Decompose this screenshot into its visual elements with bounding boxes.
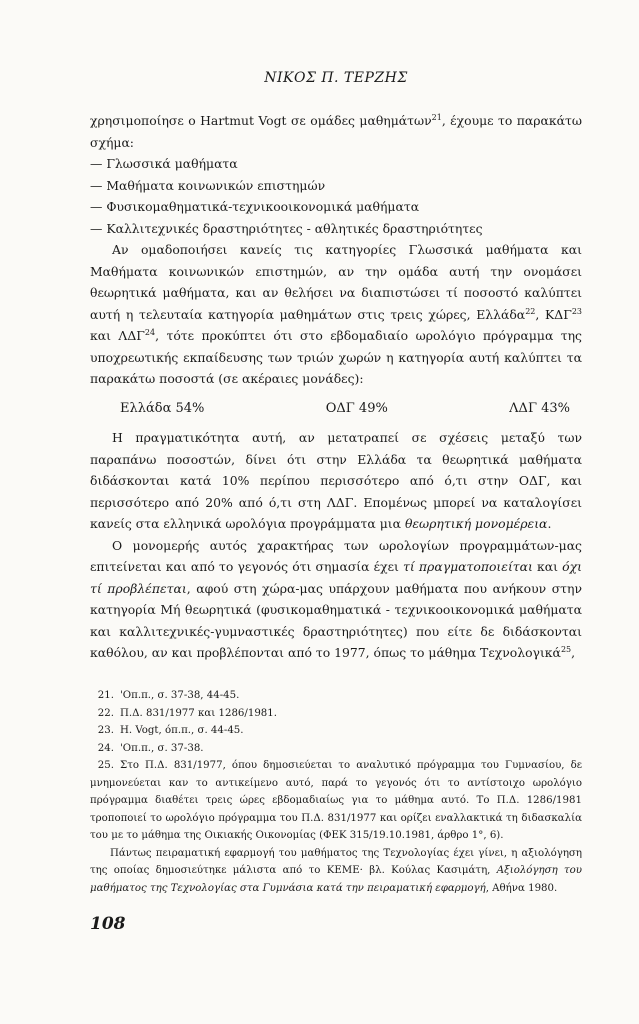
footnote-ref[interactable]: 22 xyxy=(525,306,536,316)
text-span: Πάντως πειραματική εφαρμογή του μαθήματος της Τεχνολογίας έχει γίνει, η αξιολόγηση της οποίας δημοσιεύτηκε μάλιστα από το ΚΕΜΕ· βλ. Κούλας Κασιμάτη, xyxy=(90,847,582,876)
footnote xyxy=(90,757,582,845)
footnote-text: 'Οπ.π., σ. 37-38, 44-45. xyxy=(120,690,240,701)
list-item: — Φυσικομαθηματικά-τεχνικοοικονομικά μαθήματα xyxy=(90,199,420,214)
text-span: Η πραγματικότητα αυτή, αν μετατραπεί σε σχέσεις μεταξύ των παραπάνω ποσοστών, δίνει ότι στην Ελλάδα τα θεωρητικά μαθήματα διδάσκονται κατά 10% περίπου περισσότερο από ό,τι στην ΟΔΓ, και περισσότερο από 20% από ό,τι στη ΛΔΓ. Επομένως μπορεί να καταλογίσει κανείς στα ελληνικά ωρολόγια προγράμματα μια xyxy=(90,430,582,531)
text-span: και xyxy=(532,559,563,574)
text-span: , τότε προκύπτει ότι στο εβδομαδιαίο ωρολόγιο πρόγραμμα της υποχρεωτικής εκπαίδευσης των τριών χωρών η κατηγορία αυτή καλύπτει τα παρακάτω ποσοστά (σε ακέραιες μονάδες): xyxy=(90,328,582,386)
footnote-number: 25. xyxy=(97,760,114,771)
paragraph-2 xyxy=(90,239,582,390)
percentage-row xyxy=(120,398,570,420)
paragraph-4 xyxy=(90,535,582,664)
footnote-number: 23. xyxy=(97,725,114,736)
footnote-number: 22. xyxy=(97,707,114,719)
footnote xyxy=(90,705,582,723)
emphasis: όχι τί προβλέπεται xyxy=(90,559,582,596)
text-span: και ΛΔΓ xyxy=(90,328,145,343)
footnote-text: 'Οπ.π., σ. 37-38. xyxy=(120,742,204,754)
list-item: — Μαθήματα κοινωνικών επιστημών xyxy=(90,177,326,193)
text-span: Ο μονομερής αυτός χαρακτήρας των ωρολογίων προγραμμάτων-μας επιτείνεται και από το γεγονός ότι σημασία έχει xyxy=(90,537,582,574)
percentage-gdr: ΛΔΓ 43% xyxy=(509,400,570,416)
text-span: , αφού στη χώρα-μας υπάρχουν μαθήματα που ανήκουν στην κατηγορία Μή θεωρητικά (φυσικομαθηματικά - τεχνικοοικονομικά μαθήματα και καλλιτεχνικές-γυμναστικές δραστηριότητες) που είτε δε διδάσκονται καθόλου, αν και προβλέπονται από το 1977, όπως το μάθημα Τεχνολογικά xyxy=(90,580,582,660)
book-title: Αξιολόγηση του μαθήματος της Τεχνολογίας στα Γυμνάσια κατά την πειραματική εφαρμογή xyxy=(90,865,582,894)
page-number: 108 xyxy=(90,914,126,934)
footnote-ref[interactable]: 23 xyxy=(571,306,582,316)
text-span: . xyxy=(547,516,552,531)
percentage-greece: Ελλάδα 54% xyxy=(120,400,205,416)
footnote xyxy=(90,722,582,740)
footnote xyxy=(90,687,582,705)
body-text xyxy=(90,110,582,664)
list-item: — Καλλιτεχνικές δραστηριότητες - αθλητικές δραστηριότητες xyxy=(90,220,483,236)
text-span: Αν ομαδοποιήσει κανείς τις κατηγορίες Γλωσσικά μαθήματα και Μαθήματα κοινωνικών επιστημών, αν την ομάδα αυτή την ονομάσει θεωρητικά μαθήματα, και αν θελήσει να διαπιστώσει τί ποσοστό καλύπτει αυτή η τελευταία κατηγορία μαθημάτων στις τρεις χώρες, Ελλάδα xyxy=(90,242,582,322)
footnote-text: Π.Δ. 831/1977 και 1286/1981. xyxy=(120,707,278,719)
footnote-number: 21. xyxy=(97,690,114,701)
paragraph-3 xyxy=(90,427,582,535)
footnote-continuation xyxy=(90,845,582,898)
text-span: , έχουμε το παρακάτω σχήμα: xyxy=(90,113,582,150)
footnotes xyxy=(90,687,582,897)
footnote-text: Στο Π.Δ. 831/1977, όπου δημοσιεύεται το αναλυτικό πρόγραμμα του Γυμνασίου, δε μνημονεύεται καν το αντικείμενο αυτό, παρά το γεγονός ότι το αντίστοιχο ωρολόγιο πρόγραμμα διαθέτει τρεις ώρες εβδομαδιαίως για το μάθημα αυτό. Το Π.Δ. 1286/1981 τροποποιεί το ωρολόγιο πρόγραμμα του Π.Δ. 831/1977 και ορίζει εναλλακτικά τη διδασκαλία του με το μάθημα της Οικιακής Οικονομίας (ΦΕΚ 315/19.10.1981, άρθρο 1°, 6). xyxy=(90,760,582,841)
page xyxy=(90,0,582,1024)
list-item: — Γλωσσικά μαθήματα xyxy=(90,156,238,171)
text-span: , Αθήνα 1980. xyxy=(485,882,558,894)
paragraph-1 xyxy=(90,110,582,153)
emphasis: τί πραγματοποιείται xyxy=(403,559,533,574)
text-span: , xyxy=(571,645,576,660)
footnote-ref[interactable]: 25 xyxy=(560,644,572,654)
running-head: ΝΙΚΟΣ Π. ΤΕΡΖΗΣ xyxy=(264,70,408,86)
text-span: , ΚΔΓ xyxy=(535,306,572,322)
footnote-number: 24. xyxy=(97,742,114,754)
footnote xyxy=(90,740,582,758)
emphasis: θεωρητική μονομέρεια xyxy=(404,516,548,531)
footnote-ref[interactable]: 24 xyxy=(144,327,156,337)
text-span: χρησιμοποίησε ο Hartmut Vogt σε ομάδες μαθημάτων xyxy=(90,113,432,128)
percentage-frg: ΟΔΓ 49% xyxy=(325,400,388,416)
footnote-ref[interactable]: 21 xyxy=(431,112,442,122)
footnote-text: H. Vogt, όπ.π., σ. 44-45. xyxy=(120,725,244,736)
